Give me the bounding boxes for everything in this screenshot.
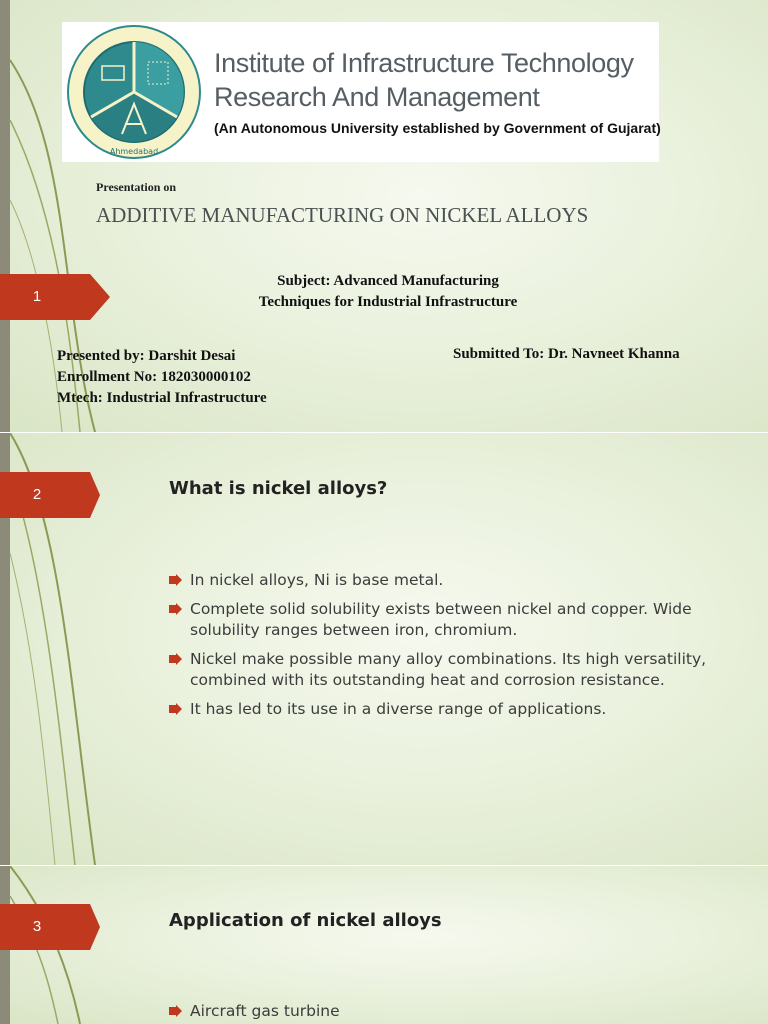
bullet-arrow-icon bbox=[169, 574, 182, 586]
list-item: It has led to its use in a diverse range of applications. bbox=[169, 699, 729, 720]
logo-line-1: Institute of Infrastructure Technology bbox=[214, 48, 634, 78]
logo-line-2: Research And Management bbox=[214, 82, 540, 112]
list-item: Aircraft gas turbine bbox=[169, 1001, 729, 1022]
presenter-block bbox=[57, 346, 267, 409]
presentation-on-label: Presentation on bbox=[96, 180, 177, 194]
slide-1[interactable] bbox=[0, 0, 768, 432]
program: Mtech: Industrial Infrastructure bbox=[57, 390, 267, 406]
bullet-arrow-icon bbox=[169, 703, 182, 715]
slide-number: 3 bbox=[32, 918, 42, 935]
institute-logo bbox=[62, 22, 659, 162]
list-item: Complete solid solubility exists between nickel and copper. Wide solubility ranges between iron, chromium. bbox=[169, 599, 729, 641]
slide-heading: Application of nickel alloys bbox=[169, 910, 442, 931]
list-item: In nickel alloys, Ni is base metal. bbox=[169, 570, 729, 591]
presentation-title: ADDITIVE MANUFACTURING ON NICKEL ALLOYS bbox=[96, 203, 589, 227]
list-item: Nickel make possible many alloy combinations. Its high versatility, combined with its outstanding heat and corrosion resistance. bbox=[169, 649, 729, 691]
presented-by: Presented by: Darshit Desai bbox=[57, 348, 236, 364]
slide-number: 2 bbox=[32, 486, 42, 503]
slide-number-badge bbox=[0, 472, 110, 518]
subject-line-1: Subject: Advanced Manufacturing bbox=[277, 273, 499, 289]
logo-line-3: (An Autonomous University established by Government of Gujarat) bbox=[214, 120, 661, 136]
bullet-arrow-icon bbox=[169, 653, 182, 665]
bullet-arrow-icon bbox=[169, 1005, 182, 1017]
bullet-list bbox=[169, 570, 729, 728]
subject-line-2: Techniques for Industrial Infrastructure bbox=[258, 294, 518, 310]
slide-number: 1 bbox=[32, 288, 42, 305]
enrollment-number: Enrollment No: 182030000102 bbox=[57, 369, 251, 385]
slide-heading: What is nickel alloys? bbox=[169, 478, 388, 499]
slide-2[interactable] bbox=[0, 433, 768, 865]
submitted-to: Submitted To: Dr. Navneet Khanna bbox=[453, 346, 680, 362]
slide-number-badge bbox=[0, 904, 110, 950]
svg-text:Ahmedabad: Ahmedabad bbox=[109, 147, 159, 156]
bullet-list bbox=[169, 1001, 729, 1024]
subject-block bbox=[0, 271, 768, 313]
institute-seal-icon bbox=[64, 24, 204, 160]
bullet-arrow-icon bbox=[169, 603, 182, 615]
slide-3[interactable] bbox=[0, 866, 768, 1024]
